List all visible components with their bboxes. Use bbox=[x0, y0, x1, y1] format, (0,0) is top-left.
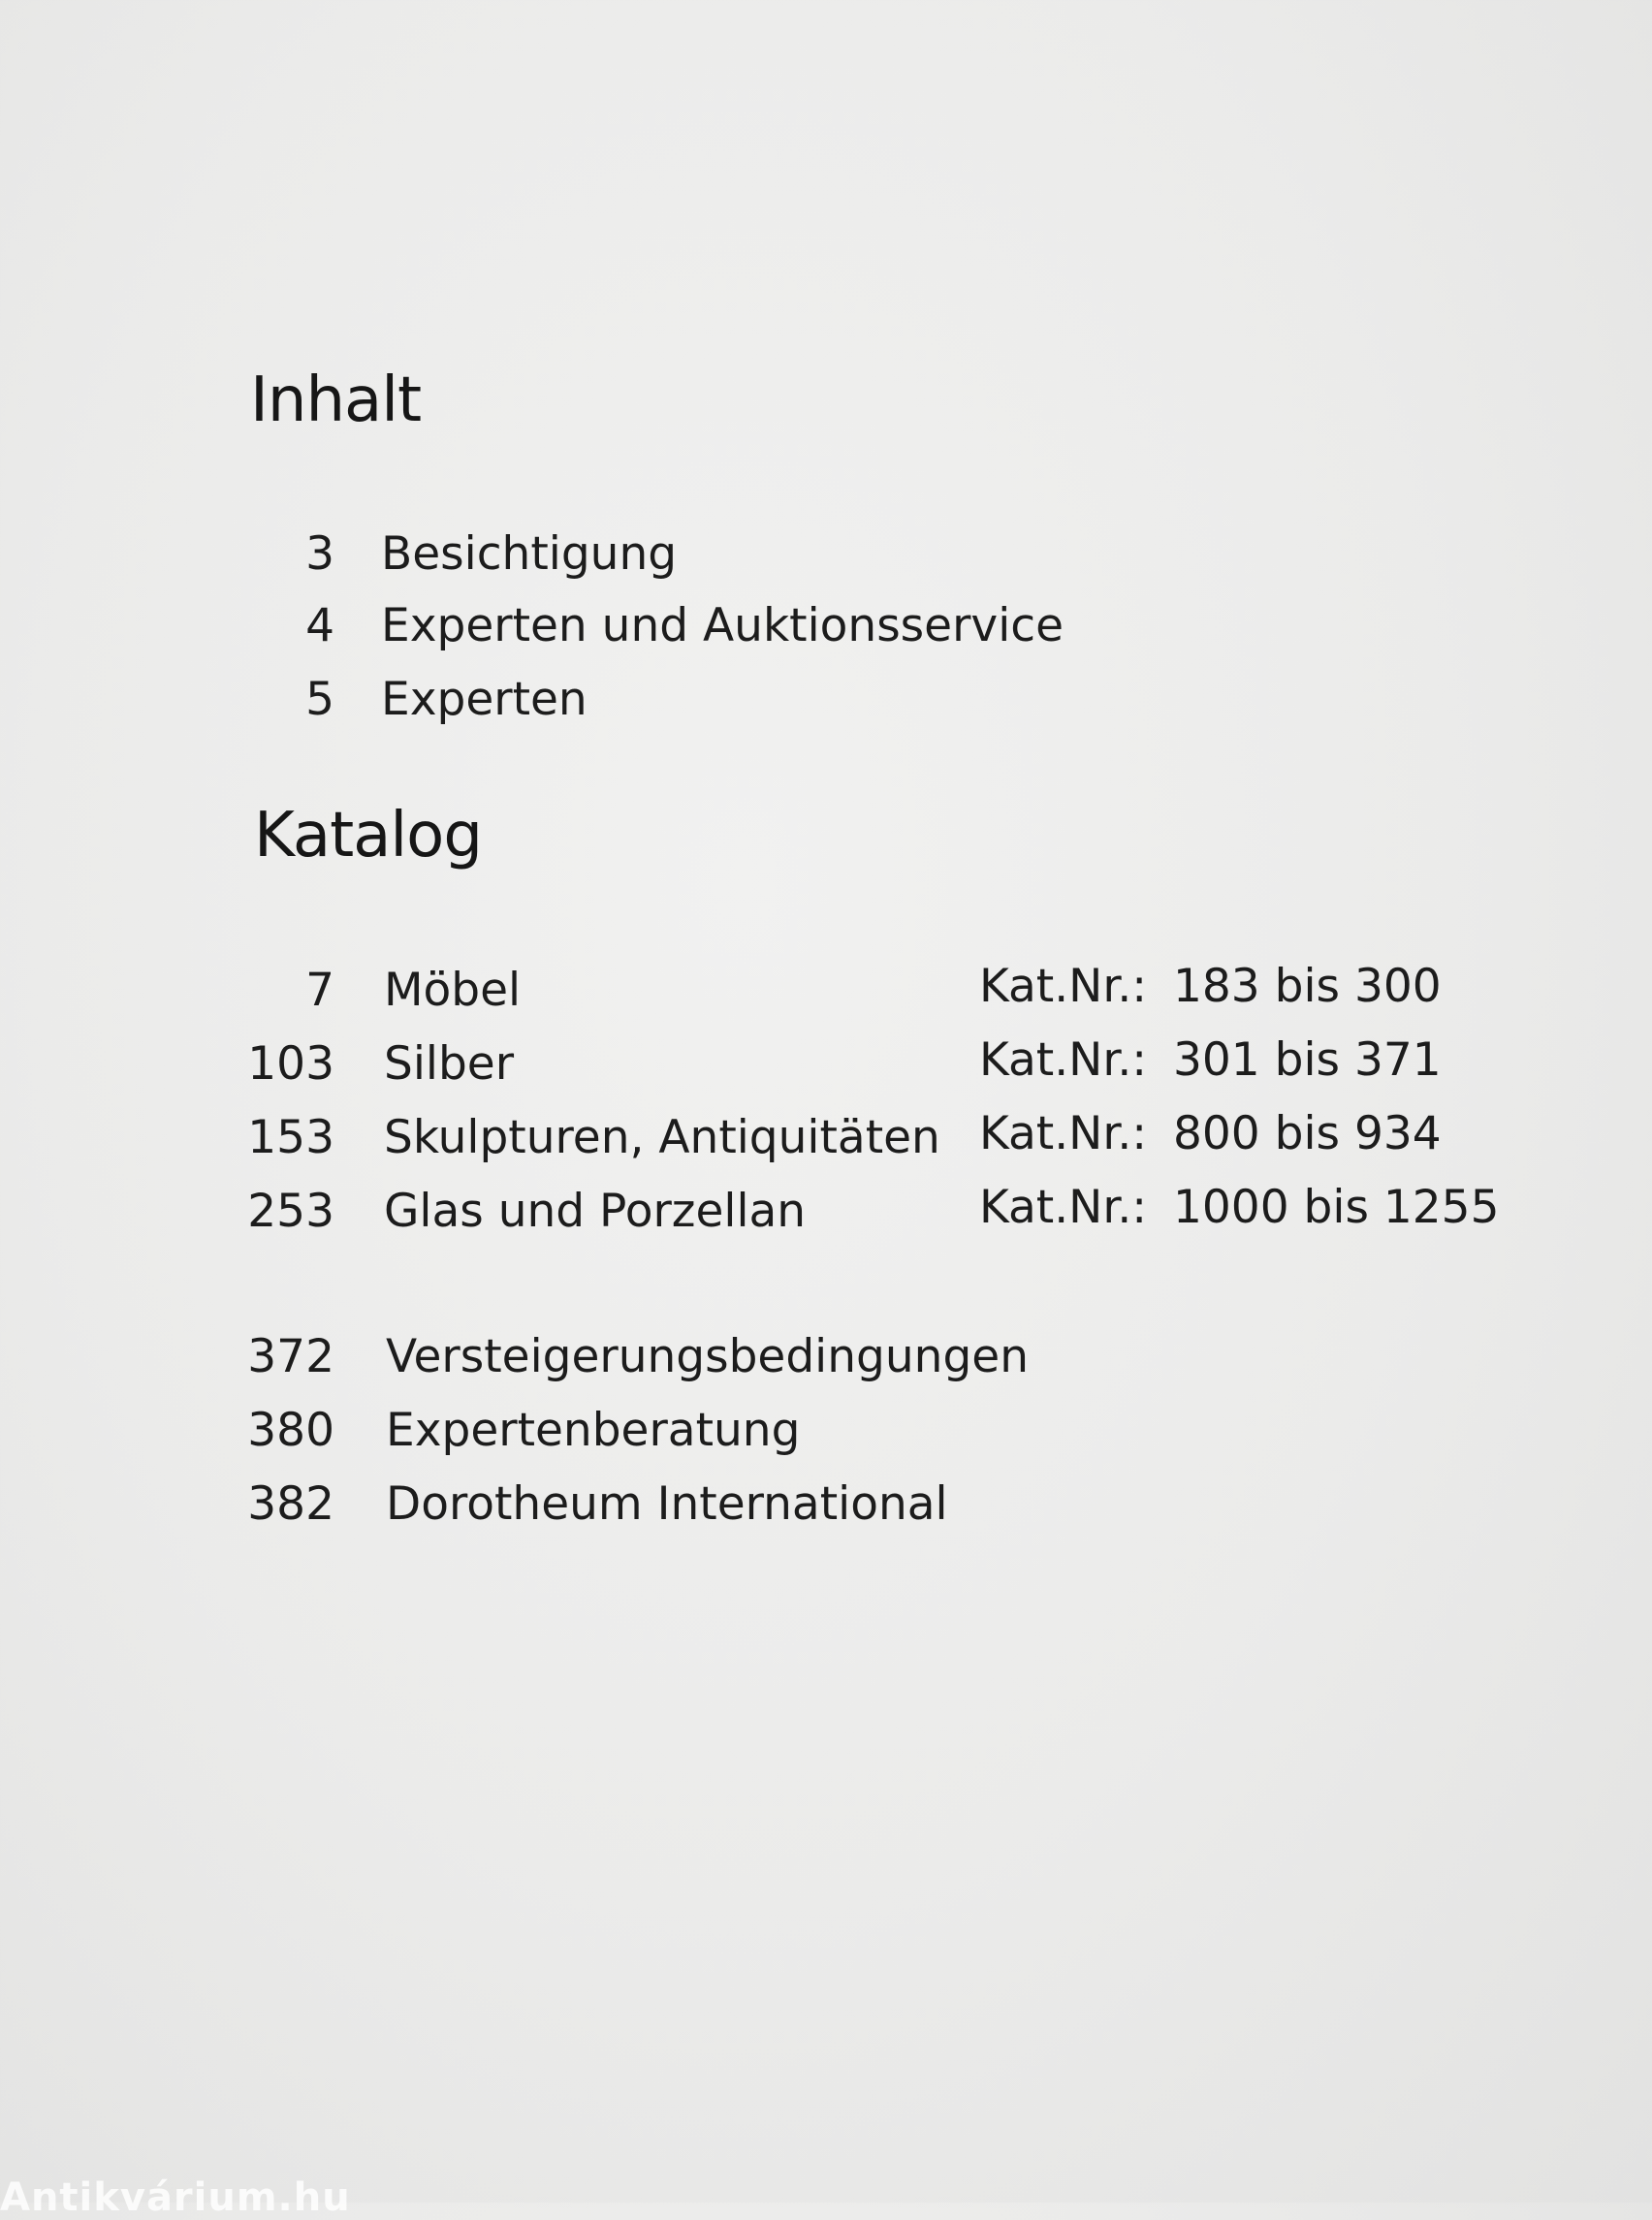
katalog-page-number: 253 bbox=[247, 1185, 334, 1238]
inhalt-entry-title: Experten bbox=[381, 673, 588, 726]
inhalt-entry-title: Experten und Auktionsservice bbox=[381, 599, 1064, 652]
katalog-number-range: 183 bis 300 bbox=[1173, 960, 1442, 1013]
katalog-number-label: Kat.Nr.: bbox=[979, 1033, 1148, 1087]
katalog-entry-title: Glas und Porzellan bbox=[384, 1185, 807, 1238]
katalog-page-number: 7 bbox=[305, 964, 334, 1017]
katalog-number-range: 1000 bis 1255 bbox=[1173, 1181, 1500, 1234]
inhalt-heading: Inhalt bbox=[250, 365, 422, 436]
appendix-entry-title: Versteigerungsbedingungen bbox=[386, 1330, 1029, 1383]
watermark: Antikvárium.hu bbox=[0, 2175, 351, 2220]
katalog-number-range: 800 bis 934 bbox=[1173, 1107, 1442, 1160]
appendix-page-number: 380 bbox=[247, 1404, 334, 1457]
appendix-page-number: 382 bbox=[247, 1477, 334, 1531]
inhalt-entry-title: Besichtigung bbox=[381, 527, 678, 581]
inhalt-page-number: 4 bbox=[305, 599, 334, 652]
inhalt-page-number: 5 bbox=[305, 673, 334, 726]
katalog-entry-title: Skulpturen, Antiquitäten bbox=[384, 1111, 940, 1164]
katalog-heading: Katalog bbox=[254, 800, 482, 872]
katalog-number-label: Kat.Nr.: bbox=[979, 960, 1148, 1013]
katalog-entry-title: Möbel bbox=[384, 964, 522, 1017]
inhalt-page-number: 3 bbox=[305, 527, 334, 581]
katalog-entry-title: Silber bbox=[384, 1037, 515, 1091]
katalog-number-label: Kat.Nr.: bbox=[979, 1107, 1148, 1160]
appendix-entry-title: Expertenberatung bbox=[386, 1404, 801, 1457]
appendix-page-number: 372 bbox=[247, 1330, 334, 1383]
katalog-number-label: Kat.Nr.: bbox=[979, 1181, 1148, 1234]
katalog-number-range: 301 bis 371 bbox=[1173, 1033, 1442, 1087]
katalog-page-number: 103 bbox=[247, 1037, 334, 1091]
appendix-entry-title: Dorotheum International bbox=[386, 1477, 948, 1531]
katalog-page-number: 153 bbox=[247, 1111, 334, 1164]
